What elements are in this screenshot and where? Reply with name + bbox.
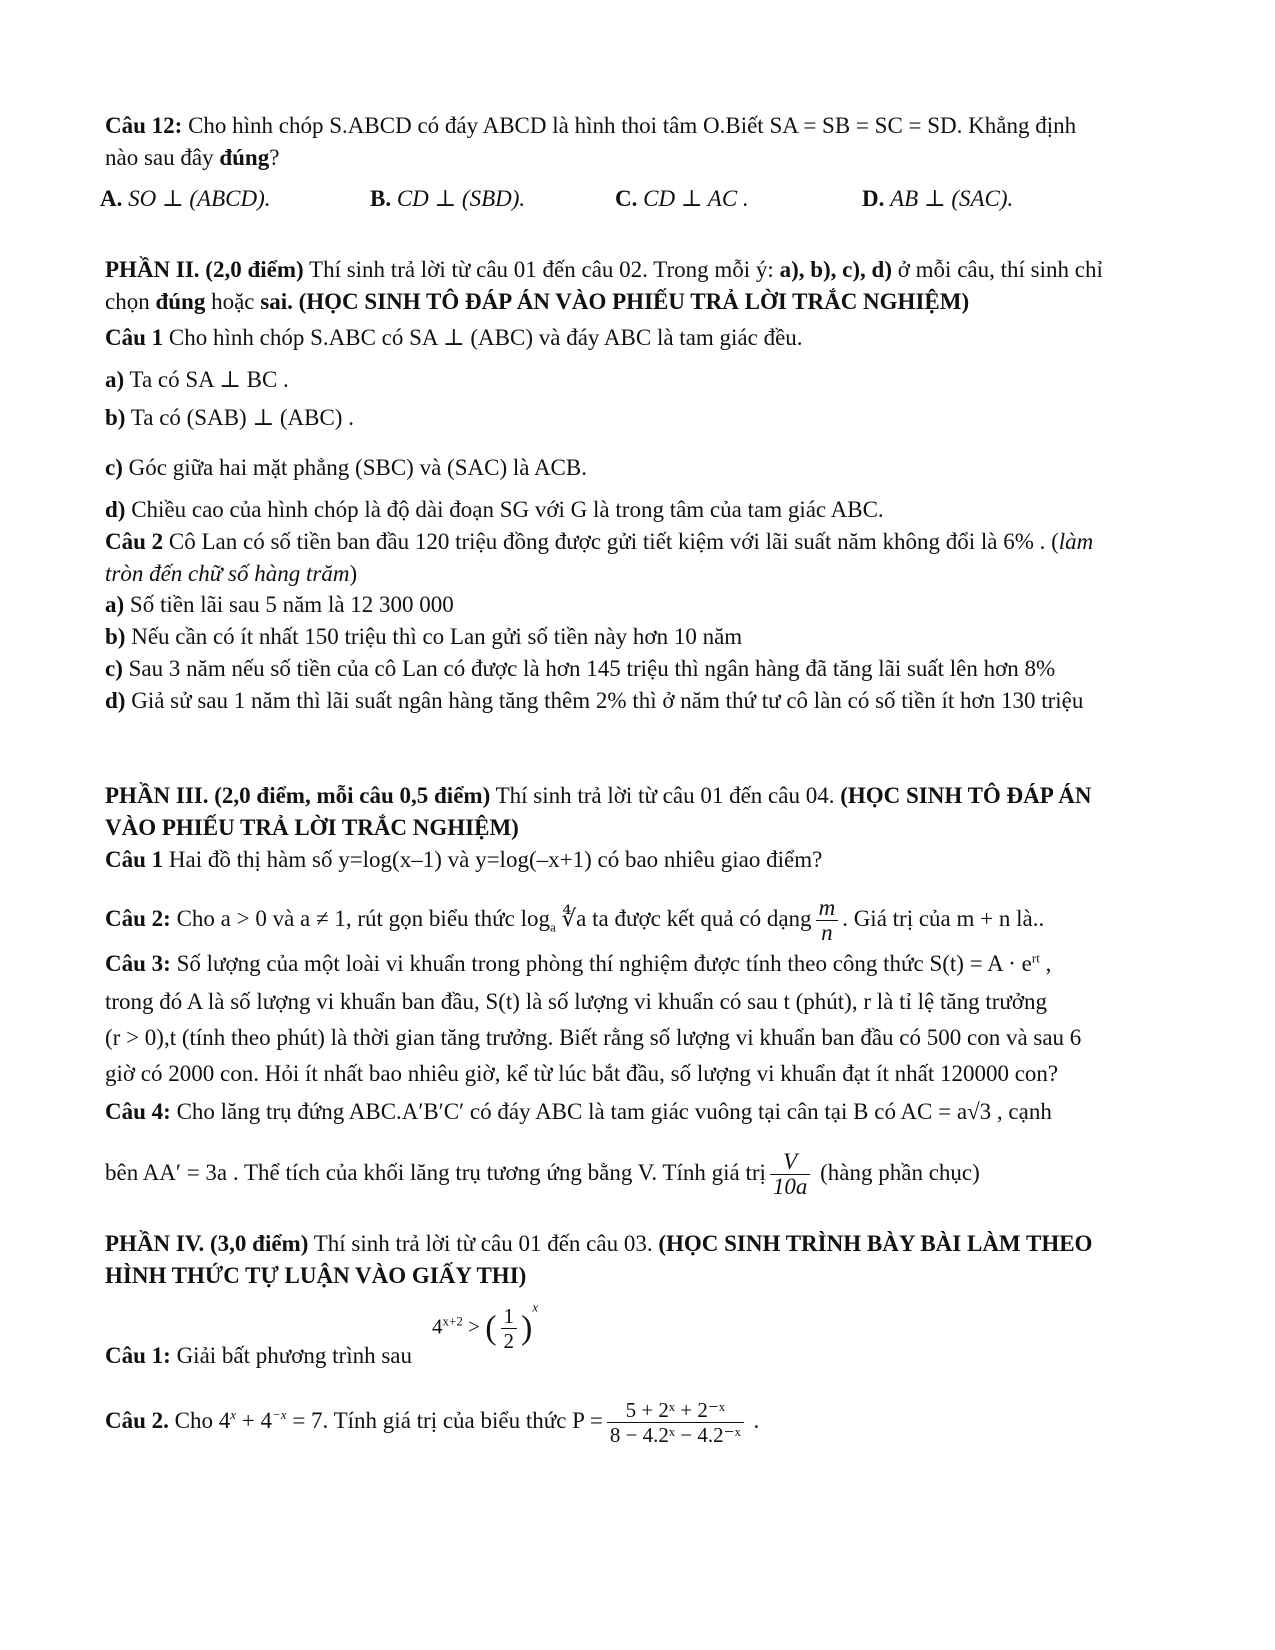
part2-c1-item-c bbox=[105, 454, 587, 482]
part2-c2-stem bbox=[105, 528, 1093, 556]
option-text: CD ⊥ AC . bbox=[643, 186, 749, 211]
question-label: Câu 2: bbox=[105, 905, 171, 931]
part4-intro: Thí sinh trả lời từ câu 01 đến câu 03. bbox=[308, 1231, 659, 1256]
fraction-m-n bbox=[816, 896, 839, 945]
item-text: Góc giữa hai mặt phẳng (SBC) và (SAC) là ACB. bbox=[122, 455, 587, 480]
question-text: Cho 4 bbox=[168, 1407, 231, 1433]
fraction-p bbox=[607, 1398, 744, 1447]
item-key: c) bbox=[105, 656, 123, 681]
fraction-denominator: 10a bbox=[772, 1174, 808, 1199]
question-text: Số lượng của một loài vi khuẩn trong phòng thí nghiệm được tính theo công thức S(t) = A · e bbox=[170, 951, 1032, 976]
question-label: Câu 4: bbox=[105, 1099, 171, 1124]
q12-stem2a: nào sau đây bbox=[105, 145, 220, 170]
log-base: a bbox=[549, 919, 556, 935]
q12-line1 bbox=[105, 112, 1076, 140]
q12-line2 bbox=[105, 144, 279, 172]
question-text: + 4 bbox=[236, 1407, 273, 1433]
part3-intro-bold: (HỌC SINH TÔ ĐÁP ÁN bbox=[840, 783, 1092, 808]
q12-option-d bbox=[862, 186, 1013, 212]
part3-heading-line bbox=[105, 782, 1092, 810]
part2-c1-stem bbox=[105, 324, 803, 352]
option-letter: A. bbox=[100, 186, 123, 211]
text-bold: . (HỌC SINH TÔ ĐÁP ÁN VÀO PHIẾU TRẢ LỜI TRẮC NGHIỆM) bbox=[287, 289, 970, 314]
item-key: a) bbox=[105, 367, 125, 392]
exponent: x bbox=[230, 1407, 237, 1423]
part3-line2 bbox=[105, 814, 519, 842]
question-text: (r > 0),t (tính theo phút) là thời gian tăng trưởng. Biết rằng số lượng vi khuẩn ban đầu có 500 con và sau 6 bbox=[105, 1025, 1082, 1050]
part4-line2-text: HÌNH THỨC TỰ LUẬN VÀO GIẤY THI) bbox=[105, 1263, 527, 1288]
question-text: Cho lăng trụ đứng ABC.A′B′C′ có đáy ABC là tam giác vuông tại cân tại B có AC = a√3 , cạnh bbox=[170, 1099, 1052, 1124]
part2-c2-item-a bbox=[105, 591, 454, 619]
item-text: Chiều cao của hình chóp là độ dài đoạn SG với G là trong tâm của tam giác ABC. bbox=[125, 497, 884, 522]
q12-stem2b: đúng bbox=[219, 145, 270, 170]
part3-c1 bbox=[105, 846, 822, 874]
text: ) bbox=[349, 561, 358, 586]
item-key: d) bbox=[105, 497, 126, 522]
part3-heading: PHẦN III. (2,0 điểm, mỗi câu 0,5 điểm) bbox=[105, 783, 491, 808]
question-text: bên AA′ = 3a . Thể tích của khối lăng trụ tương ứng bằng V. Tính giá trị bbox=[105, 1159, 766, 1185]
question-stem: Cô Lan có số tiền ban đầu 120 triệu đồng được gửi tiết kiệm với lãi suất năm không đổi là 6% . ( bbox=[163, 529, 1059, 554]
text: . bbox=[747, 1407, 760, 1433]
option-text: CD ⊥ (SBD). bbox=[396, 186, 526, 211]
item-text: Ta có SA ⊥ BC . bbox=[124, 367, 289, 392]
fraction-denominator: 2 bbox=[503, 1329, 515, 1353]
q12-label: Câu 12: bbox=[105, 113, 183, 138]
question-text: giờ có 2000 con. Hỏi ít nhất bao nhiêu giờ, kể từ lúc bắt đầu, số lượng vi khuẩn đạt ít nhất 120000 con? bbox=[105, 1061, 1059, 1086]
question-stem-italic: tròn đến chữ số hàng trăm bbox=[105, 561, 350, 586]
part4-c2 bbox=[105, 1398, 759, 1447]
question-text: trong đó A là số lượng vi khuẩn ban đầu, S(t) là số lượng vi khuẩn có sau t (phút), r là tỉ lệ tăng trưởng bbox=[105, 989, 1048, 1014]
fraction-one-half bbox=[501, 1304, 518, 1353]
item-text: Ta có (SAB) ⊥ (ABC) . bbox=[125, 405, 354, 430]
item-key: b) bbox=[105, 624, 126, 649]
text-bold: đúng bbox=[155, 289, 206, 314]
part2-heading-line bbox=[105, 256, 1103, 284]
q12-option-a bbox=[100, 186, 270, 212]
part3-c3-line1 bbox=[105, 950, 1051, 978]
fraction-v-10a bbox=[770, 1150, 811, 1199]
part4-intro-bold: (HỌC SINH TRÌNH BÀY BÀI LÀM THEO bbox=[658, 1231, 1093, 1256]
question-label: Câu 1: bbox=[105, 1343, 171, 1368]
exponent: rt bbox=[1031, 950, 1040, 966]
option-letter: B. bbox=[370, 186, 392, 211]
part2-heading: PHẦN II. (2,0 điểm) bbox=[105, 257, 304, 282]
power-base: 4 bbox=[432, 1314, 443, 1339]
part4-heading: PHẦN IV. (3,0 điểm) bbox=[105, 1231, 309, 1256]
item-key: a) bbox=[105, 592, 125, 617]
part3-c3-line3 bbox=[105, 1024, 1081, 1052]
part2-intro: Thí sinh trả lời từ câu 01 đến câu 02. Trong mỗi ý: bbox=[303, 257, 780, 282]
part2-c2-stem2 bbox=[105, 560, 357, 588]
exponent: −x bbox=[272, 1407, 287, 1423]
part3-line2-text: VÀO PHIẾU TRẢ LỜI TRẮC NGHIỆM) bbox=[105, 815, 519, 840]
question-label: Câu 1 bbox=[105, 325, 164, 350]
question-label: Câu 2. bbox=[105, 1407, 169, 1433]
fraction-numerator: 5 + 2ˣ + 2⁻ˣ bbox=[607, 1398, 744, 1423]
part3-c4-line1 bbox=[105, 1098, 1052, 1126]
question-text: (hàng phần chục) bbox=[814, 1159, 980, 1185]
part2-line2 bbox=[105, 288, 969, 316]
text: , bbox=[1039, 951, 1052, 976]
q12-stem: Cho hình chóp S.ABCD có đáy ABCD là hình thoi tâm O.Biết SA = SB = SC = SD. Khẳng định bbox=[188, 113, 1077, 138]
question-label: Câu 1 bbox=[105, 847, 164, 872]
question-text: . Giá trị của m + n là.. bbox=[842, 905, 1045, 931]
part2-c2-item-b bbox=[105, 623, 742, 651]
part2-c1-item-a bbox=[105, 366, 289, 394]
q12-option-c bbox=[615, 186, 749, 212]
fraction-numerator: m bbox=[816, 896, 839, 921]
option-letter: C. bbox=[615, 186, 638, 211]
fraction-numerator: V bbox=[770, 1150, 811, 1175]
inequality-expression bbox=[432, 1299, 539, 1353]
question-label: Câu 2 bbox=[105, 529, 164, 554]
left-paren: ( bbox=[485, 1309, 497, 1347]
question-label: Câu 3: bbox=[105, 951, 171, 976]
fraction-denominator: 8 − 4.2ˣ − 4.2⁻ˣ bbox=[609, 1423, 741, 1447]
part4-c1 bbox=[105, 1342, 412, 1370]
part3-intro: Thí sinh trả lời từ câu 01 đến câu 04. bbox=[490, 783, 841, 808]
part4-heading-line bbox=[105, 1230, 1092, 1258]
fraction-denominator: n bbox=[821, 920, 833, 945]
part3-c3-line4 bbox=[105, 1060, 1058, 1088]
part3-c3-line2 bbox=[105, 988, 1047, 1016]
text-bold: sai bbox=[260, 289, 288, 314]
part2-c1-item-b bbox=[105, 404, 354, 432]
text: chọn bbox=[105, 289, 156, 314]
option-text: AB ⊥ (SAC). bbox=[890, 186, 1014, 211]
q12-stem2c: ? bbox=[269, 145, 280, 170]
part2-intro-bold: a), b), c), d) bbox=[779, 257, 892, 282]
right-paren: ) bbox=[521, 1309, 533, 1347]
exponent: x bbox=[532, 1299, 539, 1315]
option-letter: D. bbox=[862, 186, 885, 211]
item-text: Nếu cần có ít nhất 150 triệu thì co Lan gửi số tiền này hơn 10 năm bbox=[125, 624, 743, 649]
part2-c2-item-c bbox=[105, 655, 1055, 683]
question-text: Hai đồ thị hàm số y=log(x–1) và y=log(–x+1) có bao nhiêu giao điểm? bbox=[163, 847, 823, 872]
q12-option-b bbox=[370, 186, 525, 212]
question-stem-italic: làm bbox=[1058, 529, 1094, 554]
exponent: x+2 bbox=[442, 1313, 463, 1329]
part2-c2-item-d bbox=[105, 687, 1083, 715]
option-text: SO ⊥ (ABCD). bbox=[128, 186, 271, 211]
fraction-numerator: 1 bbox=[501, 1304, 518, 1329]
item-key: c) bbox=[105, 455, 123, 480]
question-text: Giải bất phương trình sau bbox=[170, 1343, 412, 1368]
part3-c4-line2 bbox=[105, 1150, 980, 1199]
item-key: b) bbox=[105, 405, 126, 430]
question-text: ta được kết quả có dạng bbox=[586, 905, 812, 931]
text: hoặc bbox=[205, 289, 261, 314]
question-text: = 7. Tính giá trị của biểu thức P = bbox=[286, 1407, 603, 1433]
part4-line2 bbox=[105, 1262, 526, 1290]
item-key: d) bbox=[105, 688, 126, 713]
item-text: Sau 3 năm nếu số tiền của cô Lan có được là hơn 145 triệu thì ngân hàng đã tăng lãi suất lên hơn 8% bbox=[122, 656, 1056, 681]
item-text: Số tiền lãi sau 5 năm là 12 300 000 bbox=[124, 592, 454, 617]
question-text: Cho a > 0 và a ≠ 1, rút gọn biểu thức log bbox=[170, 905, 550, 931]
relation: > bbox=[462, 1314, 486, 1339]
part2-intro-end: ở mỗi câu, thí sinh chỉ bbox=[892, 257, 1103, 282]
root-expr: ∜a bbox=[555, 905, 587, 931]
item-text: Giả sử sau 1 năm thì lãi suất ngân hàng tăng thêm 2% thì ở năm thứ tư cô làn có số tiền ít hơn 130 triệu bbox=[125, 688, 1084, 713]
part2-c1-item-d bbox=[105, 496, 884, 524]
question-stem: Cho hình chóp S.ABC có SA ⊥ (ABC) và đáy ABC là tam giác đều. bbox=[163, 325, 803, 350]
part3-c2 bbox=[105, 896, 1044, 945]
